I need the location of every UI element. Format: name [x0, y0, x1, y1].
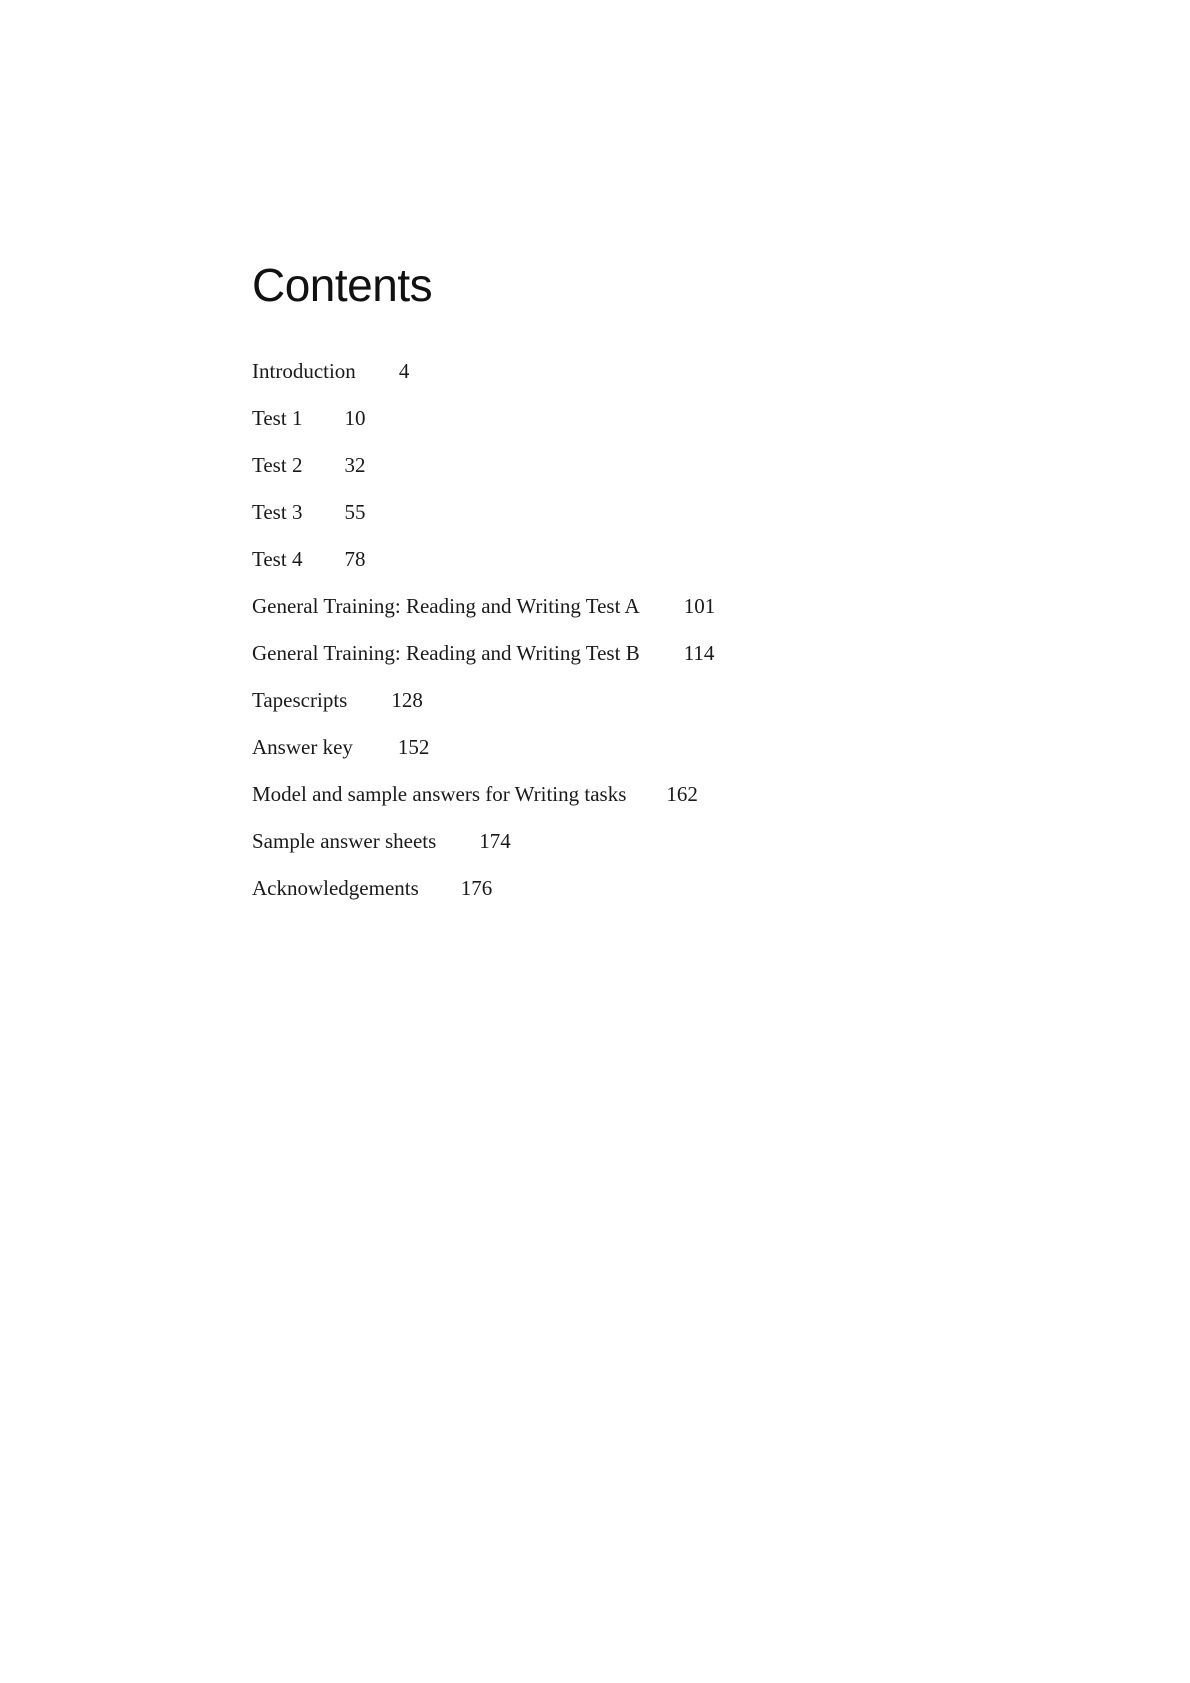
toc-entry-page: 10: [344, 406, 366, 430]
toc-entry-sample-answer-sheets: [252, 827, 715, 874]
toc-entry-page: 4: [398, 359, 410, 383]
toc-entry-page: 101: [683, 594, 716, 618]
toc-entry-title: Tapescripts: [252, 688, 348, 712]
toc-entry-answer-key: [252, 733, 715, 780]
toc-entry-title: Sample answer sheets: [252, 829, 437, 853]
toc-entry-test-1: [252, 404, 715, 451]
page-title: Contents: [252, 259, 433, 311]
toc-entry-title: Test 1: [252, 406, 303, 430]
toc-entry-acknowledgements: [252, 874, 715, 921]
toc-entry-title: Test 4: [252, 547, 303, 571]
toc-entry-page: 114: [683, 641, 715, 665]
toc-entry-page: 128: [391, 688, 423, 712]
toc-entry-title: Test 2: [252, 453, 303, 477]
toc-entry-tapescripts: [252, 686, 715, 733]
toc-entry-general-training-a: [252, 592, 715, 639]
toc-entry-introduction: [252, 357, 715, 404]
toc-entry-title: General Training: Reading and Writing Test A: [252, 594, 640, 618]
toc-entry-page: 152: [397, 735, 430, 759]
toc-entry-title: Acknowledgements: [252, 876, 419, 900]
toc-entry-page: 174: [479, 829, 511, 853]
toc-entry-test-3: [252, 498, 715, 545]
toc-entry-page: 32: [344, 453, 366, 477]
toc-entry-test-4: [252, 545, 715, 592]
toc-entry-model-answers: [252, 780, 715, 827]
toc-entry-page: 162: [666, 782, 698, 806]
toc-entry-title: Test 3: [252, 500, 303, 524]
toc-entry-title: General Training: Reading and Writing Test B: [252, 641, 640, 665]
toc-entry-general-training-b: [252, 639, 715, 686]
toc-entry-title: Answer key: [252, 735, 353, 759]
toc-entry-page: 176: [460, 876, 493, 900]
table-of-contents: [252, 357, 715, 921]
toc-entry-page: 55: [344, 500, 366, 524]
toc-entry-title: Model and sample answers for Writing tasks: [252, 782, 627, 806]
toc-entry-test-2: [252, 451, 715, 498]
toc-entry-page: 78: [344, 547, 366, 571]
toc-entry-title: Introduction: [252, 359, 356, 383]
